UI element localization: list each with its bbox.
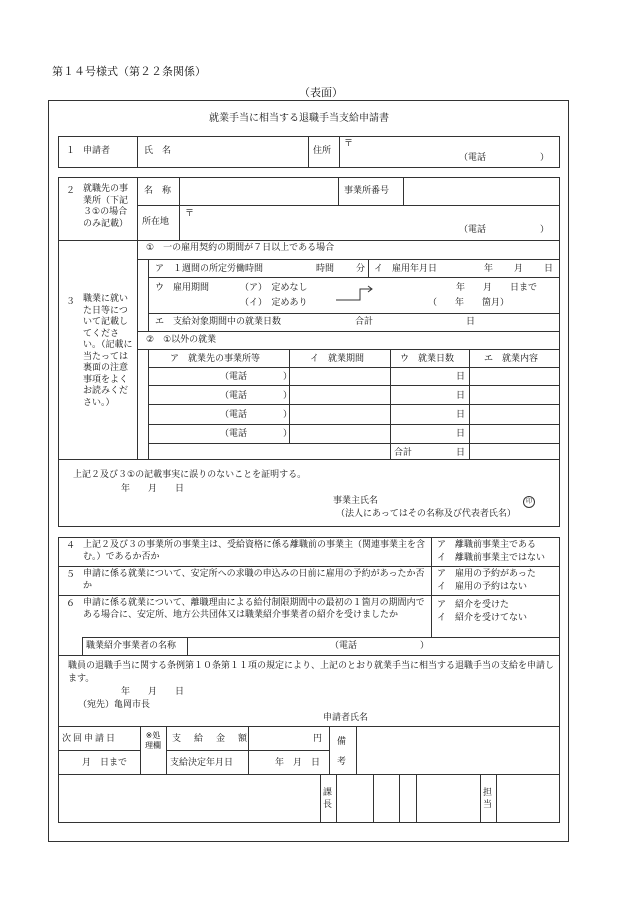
col-content: エ 就業内容 bbox=[484, 354, 539, 364]
row4-days: 日 bbox=[456, 429, 466, 439]
e-workdays-label: エ 支給対象期間中の就業日数 bbox=[155, 317, 282, 327]
s2-office-no-label: 事業所番号 bbox=[344, 186, 390, 196]
s5-option-i[interactable]: イ 雇用の予約はない bbox=[437, 582, 528, 592]
s6-option-i[interactable]: イ 紹介を受けてない bbox=[437, 613, 528, 623]
staff-label: 担当 bbox=[483, 788, 493, 810]
a-minutes-unit: 分 bbox=[356, 264, 366, 274]
row2-phone: （電話 ） bbox=[220, 391, 293, 401]
yen-unit: 円 bbox=[313, 734, 323, 744]
next-date-label: 次回申請日 bbox=[62, 734, 118, 744]
row2-days: 日 bbox=[456, 391, 466, 401]
s1-name-label: 氏 名 bbox=[144, 146, 172, 156]
employer-address-field[interactable] bbox=[197, 207, 555, 221]
i-day: 日 bbox=[544, 264, 554, 274]
s6-num: ６ bbox=[66, 599, 76, 609]
a-hours-label: ア １週間の所定労働時間 bbox=[155, 264, 264, 274]
col-period: イ 就業期間 bbox=[310, 354, 365, 364]
s5-text: 申請に係る就業について、安定所への求職の申込みの日前に雇用の予約があったか否か bbox=[83, 569, 425, 591]
form-number: 第１４号様式（第２２条関係） bbox=[52, 65, 206, 78]
chief-label: 課長 bbox=[323, 788, 333, 810]
row1-days: 日 bbox=[456, 372, 466, 382]
s5-option-a[interactable]: ア 雇用の予約があった bbox=[437, 569, 536, 579]
addressee: （宛先）亀岡市長 bbox=[78, 700, 151, 710]
certify-date: 年 月 日 bbox=[121, 484, 185, 494]
case2-total-label: 合計 bbox=[394, 448, 413, 458]
application-text: 職員の退職手当に関する条例第１０条第１１項の規定により、上記のとおり就業手当に相当する退職手当の支給を申請します。 bbox=[68, 661, 555, 684]
s1-num: １ bbox=[66, 146, 76, 156]
i-month: 月 bbox=[514, 264, 524, 274]
s2-num: ２ bbox=[66, 186, 76, 196]
s3-label: 職業に就いた日等について記載してください。（記載に当たっては裏面の注意事項をよくお読みください。） bbox=[83, 294, 133, 408]
agency-phone: （電話 ） bbox=[330, 641, 430, 651]
col-days: ウ 就業日数 bbox=[400, 354, 455, 364]
s4-option-a[interactable]: ア 離職前事業主である bbox=[437, 540, 537, 550]
u-months: （ 年 箇月） bbox=[428, 298, 510, 308]
s2-postal-mark: 〒 bbox=[185, 209, 195, 219]
u-option-i[interactable]: （イ） 定めあり bbox=[240, 298, 308, 308]
s1-postal-mark: 〒 bbox=[344, 139, 354, 149]
case2-total-unit: 日 bbox=[456, 448, 466, 458]
u-until-date: 年 月 日まで bbox=[456, 283, 538, 293]
a-hours-unit: 時間 bbox=[316, 264, 335, 274]
s2-name-label: 名 称 bbox=[144, 186, 172, 196]
agency-name-field[interactable] bbox=[190, 639, 320, 653]
certify-statement: 上記２及び３①の記載事実に誤りのないことを証明する。 bbox=[73, 470, 307, 480]
s2-label: 就職先の事業所（下記３①の場合のみ記載） bbox=[83, 184, 129, 229]
employer-name-field[interactable] bbox=[181, 179, 335, 203]
s2-location-label: 所在地 bbox=[142, 217, 170, 227]
case1-title: ① 一の雇用契約の期間が７日以上である場合 bbox=[146, 243, 335, 253]
application-date: 年 月 日 bbox=[121, 687, 185, 697]
row1-phone: （電話 ） bbox=[220, 372, 293, 382]
processing-label: ※処理欄 bbox=[145, 731, 161, 750]
employer-note: （法人にあってはその名称及び代表者氏名） bbox=[336, 509, 516, 519]
s4-text: 上記２及び３の事業所の事業主は、受給資格に係る離職前の事業主（関連事業主を含む。）であるか否か bbox=[83, 540, 426, 562]
i-employment-date-label: イ 雇用年月日 bbox=[374, 264, 438, 274]
form-title: 就業手当に相当する退職手当支給申請書 bbox=[209, 113, 389, 124]
s4-num: ４ bbox=[66, 541, 76, 551]
arrow-icon bbox=[336, 285, 376, 303]
s6-text: 申請に係る就業について、離職理由による給付制限期間中の最初の１箇月の期間内である場合に、安定所、地方公共団体又は職業紹介事業者の紹介を受けましたか bbox=[83, 598, 425, 620]
case2-title: ② ①以外の就業 bbox=[146, 335, 217, 345]
amount-label: 支 給 金 額 bbox=[172, 734, 250, 744]
office-number-field[interactable] bbox=[405, 179, 557, 203]
next-date-value: 月 日まで bbox=[82, 758, 128, 768]
u-option-a[interactable]: （ア） 定めなし bbox=[240, 283, 308, 293]
e-days-unit: 日 bbox=[466, 317, 476, 327]
applicant-name-label: 申請者氏名 bbox=[323, 713, 369, 723]
s4-option-i[interactable]: イ 離職前事業主ではない bbox=[437, 553, 546, 563]
s5-num: ５ bbox=[66, 570, 76, 580]
row4-phone: （電話 ） bbox=[220, 429, 293, 439]
e-total-label: 合計 bbox=[355, 317, 374, 327]
s6-option-a[interactable]: ア 紹介を受けた bbox=[437, 600, 510, 610]
row3-days: 日 bbox=[456, 410, 466, 420]
s2-phone: （電話 ） bbox=[459, 225, 550, 235]
s1-label: 申請者 bbox=[83, 146, 111, 156]
applicant-name-field[interactable] bbox=[180, 138, 304, 165]
s1-address-label: 住所 bbox=[313, 146, 332, 156]
decision-date: 年 月 日 bbox=[275, 758, 321, 768]
remarks-label: 備考 bbox=[337, 737, 347, 767]
s1-phone: （電話 ） bbox=[459, 153, 550, 163]
col-workplace: ア 就業先の事業所等 bbox=[170, 354, 261, 364]
employer-name-label: 事業主氏名 bbox=[333, 496, 379, 506]
s3-num: ３ bbox=[66, 297, 76, 307]
seal-mark: 印 bbox=[523, 496, 535, 508]
i-year: 年 bbox=[484, 264, 494, 274]
side-label: （表面） bbox=[299, 86, 343, 99]
agency-name-label: 職業紹介事業者の名称 bbox=[86, 641, 177, 651]
decision-date-label: 支給決定年月日 bbox=[170, 758, 234, 768]
applicant-address-field[interactable] bbox=[356, 138, 556, 150]
u-period-label: ウ 雇用期間 bbox=[155, 283, 210, 293]
row3-phone: （電話 ） bbox=[220, 410, 293, 420]
